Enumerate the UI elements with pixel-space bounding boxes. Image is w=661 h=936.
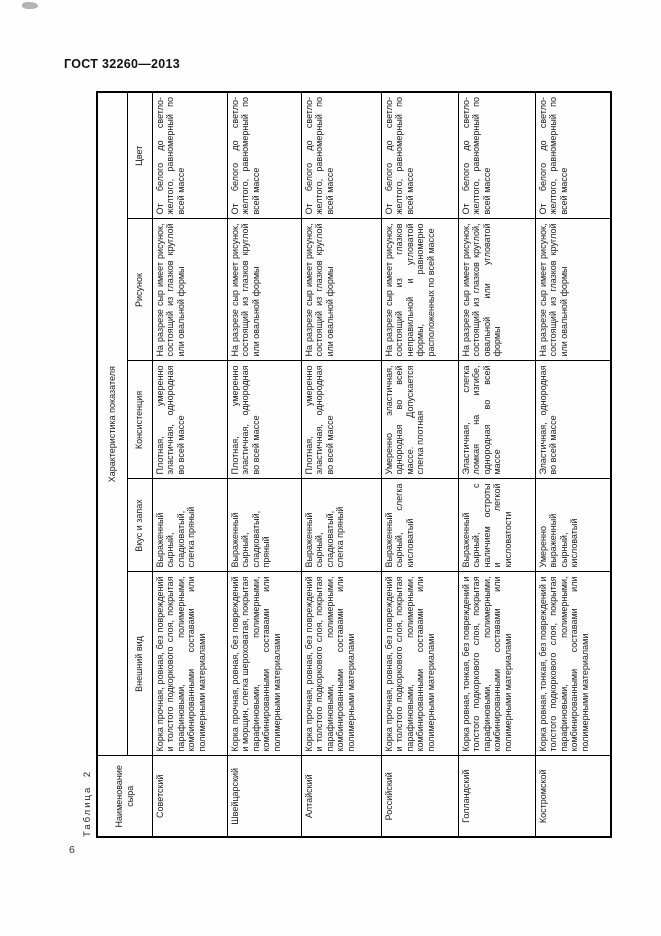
cell-cheese-name: Швейцарский — [227, 756, 301, 837]
cell-consistency: Плотная, умеренно эластичная, однородная во всей массе — [227, 361, 301, 479]
cell-cheese-name: Костромской — [535, 756, 611, 837]
table-row-rossiysky — [381, 92, 458, 837]
cell-taste-smell: Умеренно выраженный сырный, кисловатый — [535, 479, 611, 572]
cell-appearance: Корка прочная, ровная, без повреждений и морщин, слегка шероховатая, покрытая парафиновыми, полимерными, комбинированными составами или полимерными материалами — [227, 572, 301, 756]
group-header-characteristics: Характеристика показателя — [97, 92, 127, 756]
cell-appearance: Корка прочная, ровная, без повреждений и толстого подкоркового слоя, покрытая парафиновыми, полимерными, комбинированными составами или полимерными материалами — [381, 572, 458, 756]
cell-taste-smell: Выраженный сырный, сладковатый, слегка пряный — [301, 479, 381, 572]
cell-taste-smell: Выраженный сырный, сладковатый, пряный — [227, 479, 301, 572]
cell-pattern: На разрезе сыр имеет рисунок, состоящий из глазков круглой или овальной формы — [152, 219, 227, 361]
cell-cheese-name: Советский — [152, 756, 227, 837]
cell-consistency: Эластичная, слегка ломкая на изгибе, однородная во всей массе — [458, 361, 535, 479]
corner-header-cheese-name: Наименование сыра — [97, 756, 152, 837]
col-header-color: Цвет — [127, 92, 152, 219]
cell-appearance: Корка ровная, тонкая, без повреждений и толстого подкоркового слоя, покрытая парафиновыми, полимерными, комбинированными составами или полимерными материалами — [535, 572, 611, 756]
cell-color: От белого до светло-желтого, равномерный по всей массе — [535, 92, 611, 219]
cell-appearance: Корка ровная, тонкая, без повреждений и толстого подкоркового слоя, покрытая парафиновыми, полимерными, комбинированными составами или полимерными материалами — [458, 572, 535, 756]
scan-artifact — [22, 2, 38, 9]
cell-pattern: На разрезе сыр имеет рисунок, состоящий из глазков круглой или овальной формы — [535, 219, 611, 361]
col-header-consistency: Консистенция — [127, 361, 152, 479]
cell-cheese-name: Голландский — [458, 756, 535, 837]
rotated-table-container — [82, 93, 612, 838]
header-row-columns — [127, 92, 152, 837]
table-row-altaisky — [301, 92, 381, 837]
cell-pattern: На разрезе сыр имеет рисунок, состоящий из глазков круглой или овальной формы — [227, 219, 301, 361]
table-row-kostromskoy — [535, 92, 611, 837]
cell-appearance: Корка прочная, ровная, без повреждений и толстого подкоркового слоя, покрытая парафиновыми, полимерными, комбинированными составами или полимерными материалами — [301, 572, 381, 756]
document-header: ГОСТ 32260—2013 — [64, 57, 181, 71]
page-number: 6 — [69, 844, 75, 856]
cell-pattern: На разрезе сыр имеет рисунок, состоящий из глазков круглой, овальной или угловатой формы — [458, 219, 535, 361]
cell-color: От белого до светло-желтого, равномерный по всей массе — [301, 92, 381, 219]
cell-taste-smell: Выраженный сырный, с наличием остроты и легкой кисловатости — [458, 479, 535, 572]
cell-taste-smell: Выраженный сырный, слегка кисловатый — [381, 479, 458, 572]
cell-color: От белого до светло-желтого, равномерный по всей массе — [381, 92, 458, 219]
cell-pattern: На разрезе сыр имеет рисунок, состоящий из глазков круглой или овальной формы — [301, 219, 381, 361]
table-row-gollandsky — [458, 92, 535, 837]
cell-taste-smell: Выраженный сырный, сладковатый, слегка пряный — [152, 479, 227, 572]
cell-color: От белого до светло-желтого, равномерный по всей массе — [152, 92, 227, 219]
col-header-pattern: Рисунок — [127, 219, 152, 361]
table-row-sovetsky — [152, 92, 227, 837]
cell-color: От белого до светло-желтого, равномерный по всей массе — [458, 92, 535, 219]
cell-consistency: Плотная, умеренно эластичная, однородная во всей массе — [152, 361, 227, 479]
table-row-shveitsarsky — [227, 92, 301, 837]
col-header-taste-smell: Вкус и запах — [127, 479, 152, 572]
cell-appearance: Корка прочная, ровная, без повреждений и толстого подкоркового слоя, покрытая парафиновыми, полимерными, комбинированными составами или полимерными материалами — [152, 572, 227, 756]
cell-color: От белого до светло-желтого, равномерный по всей массе — [227, 92, 301, 219]
cell-consistency: Умеренно эластичная, однородная во всей массе. Допускается слегка плотная — [381, 361, 458, 479]
cell-consistency: Эластичная, однородная во всей массе — [535, 361, 611, 479]
cell-pattern: На разрезе сыр имеет рисунок, состоящий из глазков неправильной и угловатой формы, равномерно расположенных по всей массе — [381, 219, 458, 361]
header-row-group — [97, 92, 127, 837]
cell-cheese-name: Алтайский — [301, 756, 381, 837]
cell-cheese-name: Российский — [381, 756, 458, 837]
col-header-appearance: Внешний вид — [127, 572, 152, 756]
cheese-characteristics-table — [96, 91, 612, 838]
table-caption: Таблица 2 — [82, 769, 93, 837]
cell-consistency: Плотная, умеренно эластичная, однородная во всей массе — [301, 361, 381, 479]
